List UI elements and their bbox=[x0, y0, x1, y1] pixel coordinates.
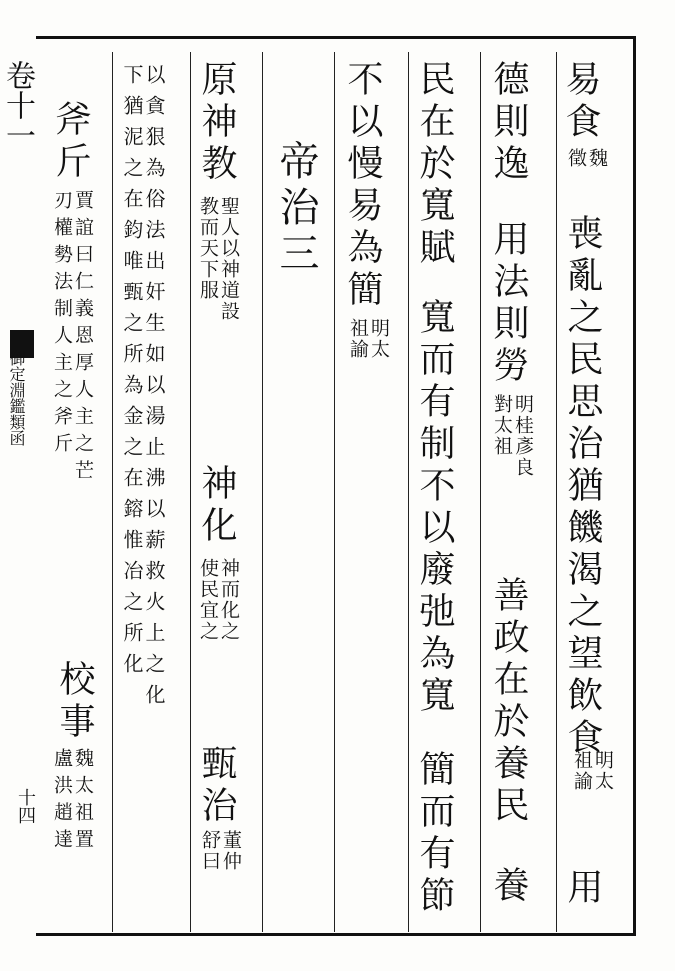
column-1 bbox=[560, 60, 601, 144]
annotation bbox=[122, 64, 164, 715]
entry-heading: 斧斤 bbox=[50, 100, 91, 184]
body-text: 喪亂之民思治猶饑渴之望飲食 bbox=[562, 214, 603, 760]
annotation-line: 聖人以神道設 bbox=[218, 196, 240, 322]
entry-heading: 原神教 bbox=[196, 60, 237, 186]
annotation bbox=[566, 148, 606, 169]
annotation-line: 明桂彥良 bbox=[512, 394, 534, 478]
annotation-line: 盧洪趙達 bbox=[51, 748, 73, 856]
annotation-line: 下猶泥之在鈞唯甄之所為金之在鎔惟冶之所化 bbox=[120, 64, 144, 684]
column-rule bbox=[334, 52, 335, 932]
annotation-line: 祖諭 bbox=[571, 750, 593, 792]
body-text: 民在於寬賦 bbox=[414, 60, 455, 270]
annotation-line: 對太祖 bbox=[491, 394, 513, 457]
column-rule bbox=[408, 52, 409, 932]
body-text: 德則逸 bbox=[488, 60, 529, 186]
annotation-line: 魏 bbox=[586, 148, 608, 169]
annotation bbox=[198, 558, 238, 642]
entry-heading: 易食 bbox=[560, 60, 601, 144]
annotation-line: 祖諭 bbox=[347, 318, 369, 360]
annotation bbox=[572, 750, 612, 792]
annotation bbox=[52, 190, 92, 487]
column-rule bbox=[480, 52, 481, 932]
annotation bbox=[348, 318, 388, 360]
column-rule bbox=[556, 52, 557, 932]
annotation-line: 以貪狠為俗法出奸生如以湯止沸以薪救火上之化 bbox=[142, 64, 166, 715]
annotation-line: 教而天下服 bbox=[197, 196, 219, 301]
column-rule bbox=[190, 52, 191, 932]
annotation-line: 賈誼曰仁義恩厚人主之芒 bbox=[72, 190, 94, 487]
annotation bbox=[52, 748, 92, 856]
annotation-line: 神而化之 bbox=[218, 558, 240, 642]
page-number: 十四 bbox=[15, 788, 36, 824]
annotation-line: 刃權勢法制人主之斧斤 bbox=[51, 190, 73, 460]
entry-heading: 神化 bbox=[196, 464, 237, 548]
annotation-line: 董仲 bbox=[220, 830, 242, 872]
section-heading: 帝治三 bbox=[273, 140, 319, 278]
entry-heading: 用 bbox=[562, 868, 603, 910]
annotation-line: 使民宜之 bbox=[197, 558, 219, 642]
body-text: 用法則勞 bbox=[488, 220, 529, 388]
annotation bbox=[198, 196, 238, 322]
body-text: 寬而有制不以廢弛為寬 bbox=[414, 298, 455, 718]
annotation-line: 明太 bbox=[368, 318, 390, 360]
entry-heading: 校事 bbox=[54, 660, 95, 744]
annotation bbox=[200, 830, 240, 872]
edge-book-title: 御定淵鑑類函 bbox=[7, 350, 26, 446]
annotation-line: 舒曰 bbox=[199, 830, 221, 872]
annotation-line: 徵 bbox=[565, 148, 587, 169]
entry-heading: 甄治 bbox=[196, 744, 237, 828]
annotation-line: 明太 bbox=[592, 750, 614, 792]
annotation bbox=[492, 394, 532, 478]
entry-heading: 養 bbox=[488, 866, 529, 908]
body-text: 不以慢易為簡 bbox=[342, 60, 383, 312]
body-text: 簡而有節 bbox=[414, 750, 455, 918]
edge-fragment-text: 卷十一 bbox=[0, 60, 35, 150]
column-rule bbox=[112, 52, 113, 932]
left-edge-fragment bbox=[0, 40, 38, 930]
entry-heading: 善政在於養民 bbox=[488, 576, 529, 828]
column-rule bbox=[262, 52, 263, 932]
annotation-line: 魏太祖置 bbox=[72, 748, 94, 856]
